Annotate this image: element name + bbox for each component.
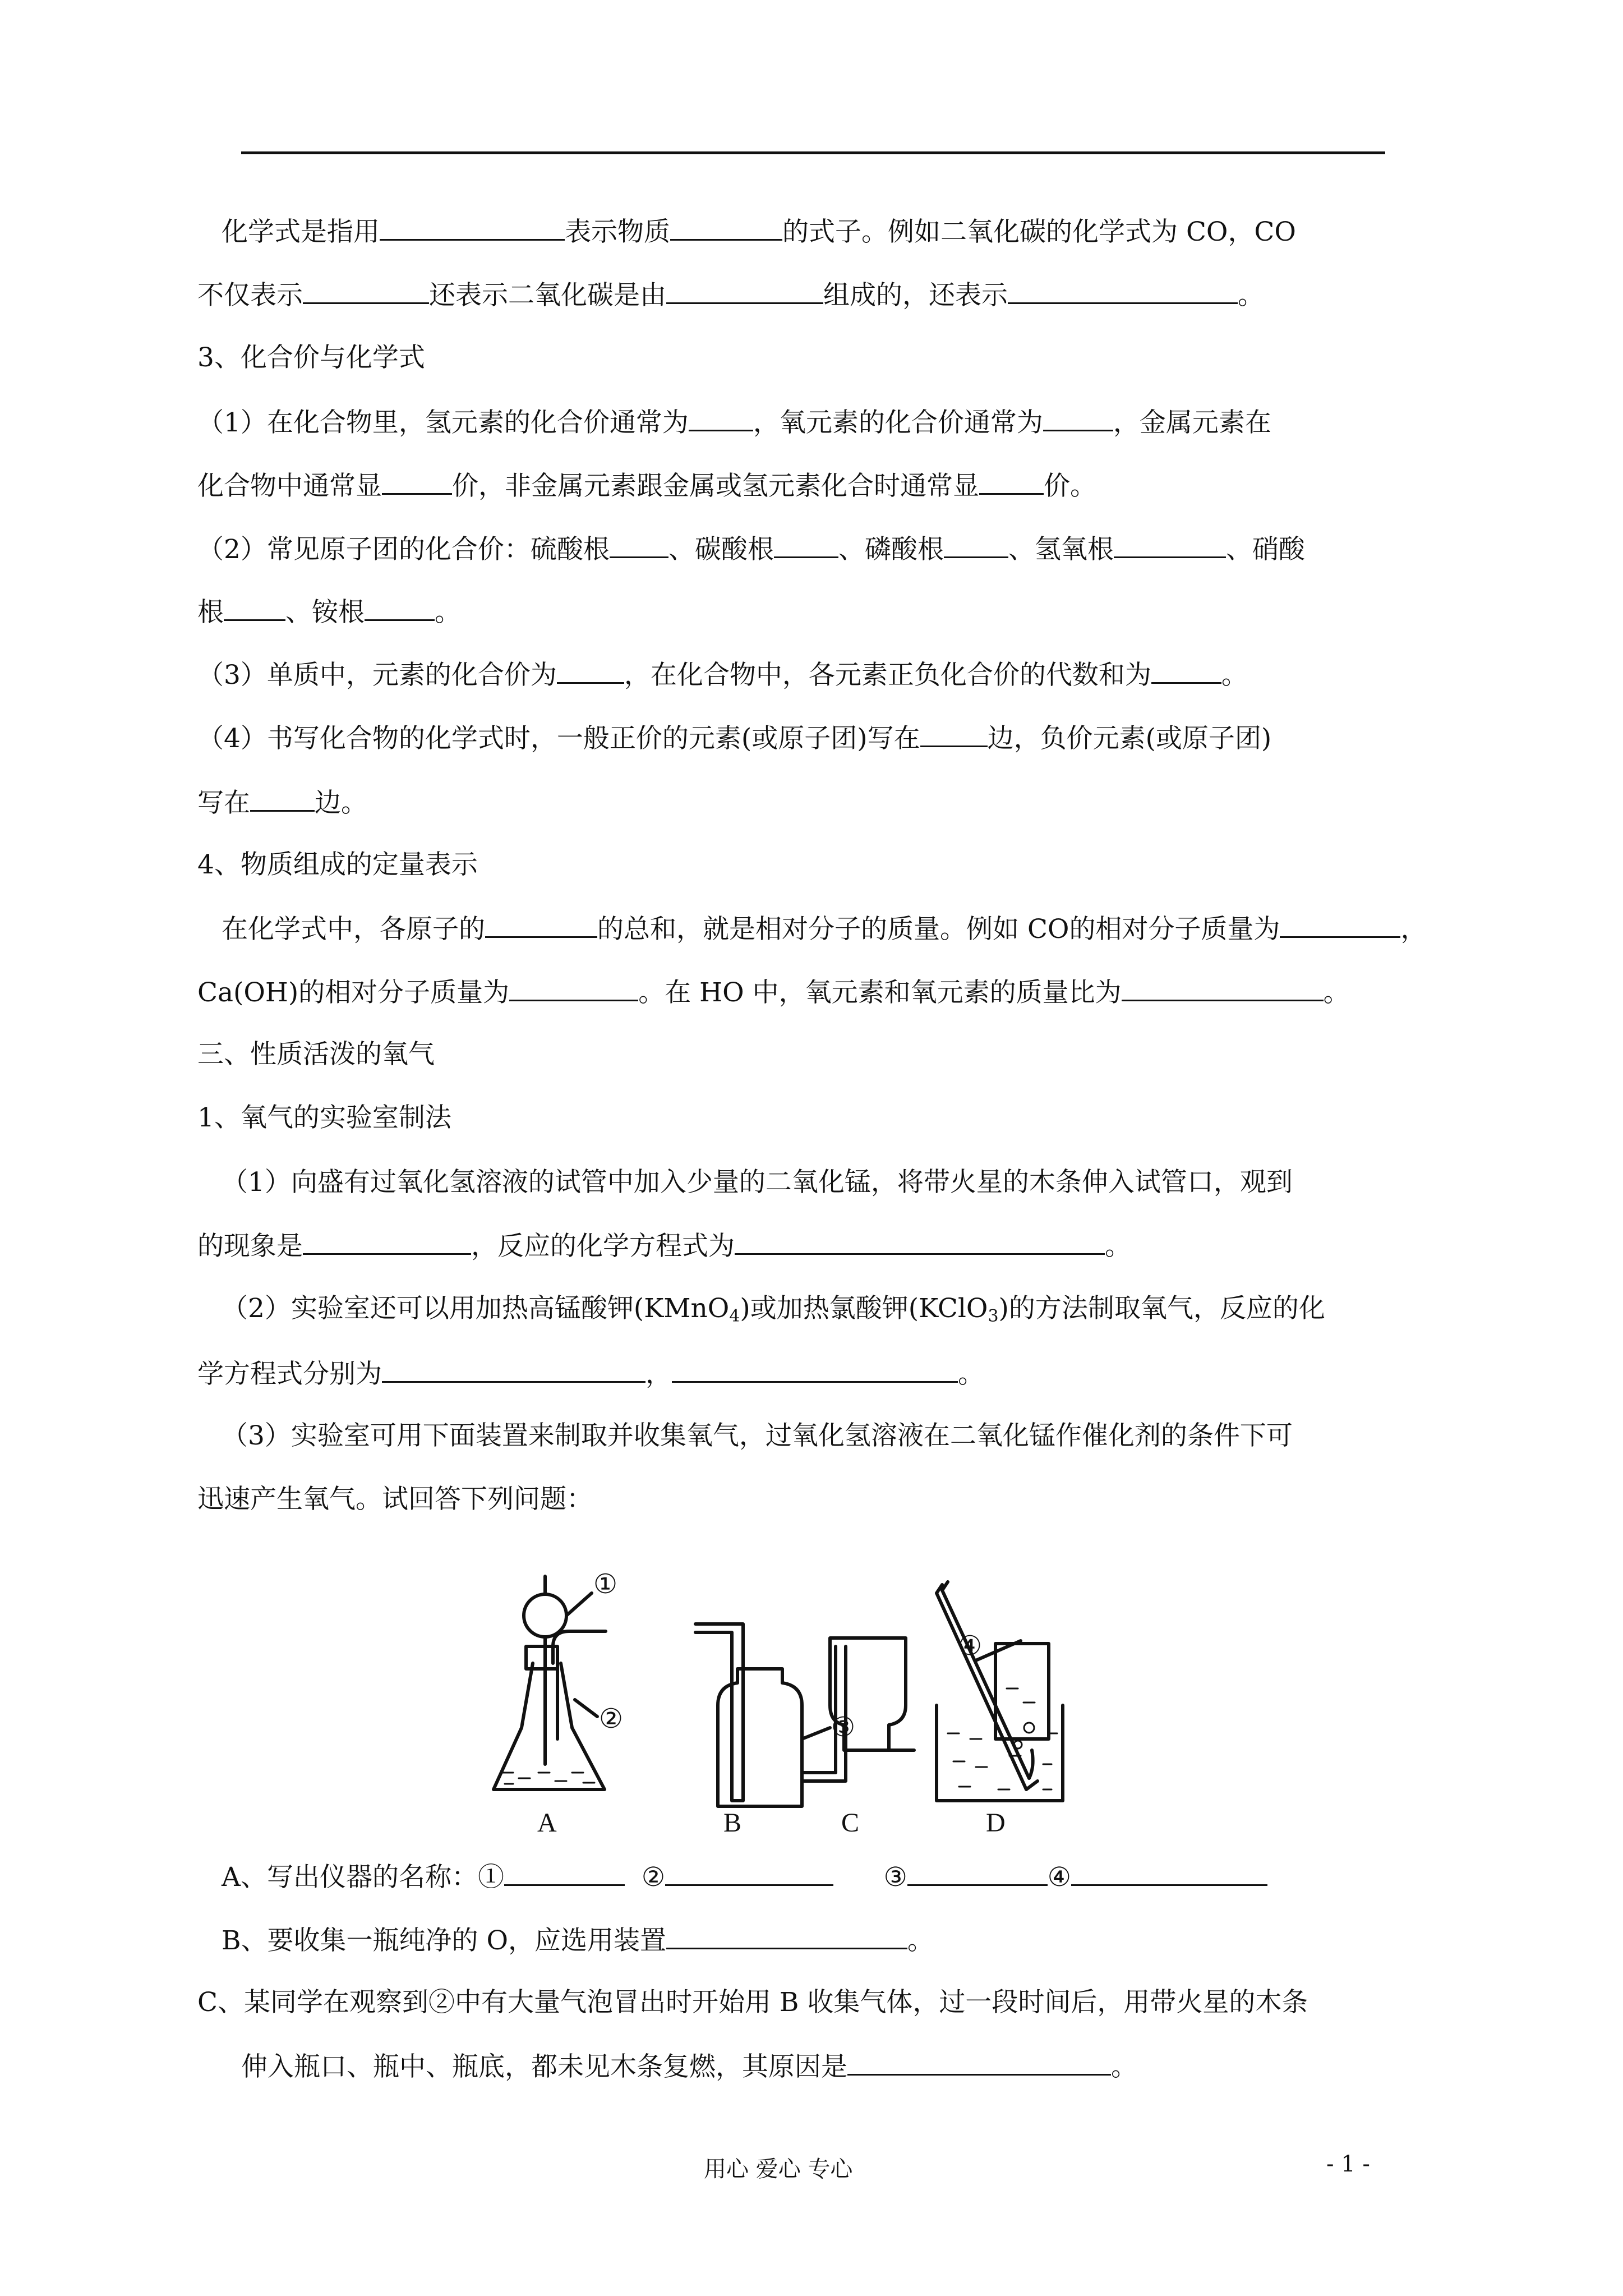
text: 、铵根 [285, 597, 365, 628]
text-line: （3）实验室可用下面装置来制取并收集氧气，过氧化氢溶液在二氧化锰作催化剂的条件下可 [222, 1420, 1293, 1451]
text: （2）实验室还可以用加热高锰酸钾(KMnO [222, 1293, 730, 1324]
fill-blank[interactable] [1008, 278, 1238, 304]
subscript: 4 [729, 1306, 740, 1326]
fill-blank[interactable] [557, 657, 624, 684]
text: 学方程式分别为 [197, 1359, 382, 1389]
text: 。 [958, 1359, 984, 1389]
apparatus-a [494, 1576, 606, 1789]
apparatus-d [937, 1582, 1063, 1801]
text: ，氧元素的化合价通常为 [753, 407, 1043, 438]
text: 。 [1111, 2051, 1137, 2082]
fill-blank[interactable] [1280, 912, 1400, 938]
text-line: （1）向盛有过氧化氢溶液的试管中加入少量的二氧化锰，将带火星的木条伸入试管口，观到 [222, 1167, 1293, 1198]
fill-blank[interactable] [907, 1860, 1048, 1886]
text: 的式子。例如二氧化碳的化学式为 CO [782, 217, 1228, 247]
text: ，金属元素在 [1113, 407, 1271, 438]
fill-blank[interactable] [847, 2049, 1111, 2076]
fill-blank[interactable] [670, 214, 782, 241]
text: 、磷酸根 [838, 534, 944, 565]
label-d: D [986, 1808, 1006, 1834]
text: ，反应的化学方程式为 [471, 1231, 735, 1262]
section-heading: 3、化合价与化学式 [197, 342, 425, 373]
fill-blank[interactable] [666, 278, 823, 304]
text: （2）常见原子团的化合价：硫酸根 [197, 534, 610, 565]
text: 伸入瓶口、瓶中、瓶底，都未见木条复燃，其原因是 [241, 2051, 847, 2082]
text: ③ [883, 1862, 907, 1893]
text-line [197, 785, 367, 820]
text: 化学式是指用 [222, 217, 380, 247]
text-line [197, 1356, 984, 1391]
text-line [197, 595, 461, 629]
text: 的总和，就是相对分子的质量。例如 CO [597, 914, 1069, 945]
fill-blank[interactable] [250, 785, 315, 812]
text: 。 [1238, 280, 1264, 311]
text: 边。 [315, 788, 367, 818]
fill-blank[interactable] [382, 468, 452, 495]
text: ，在化合物中，各元素正负化合价的代数和为 [624, 660, 1151, 691]
text: ④ [1047, 1862, 1071, 1893]
fill-blank[interactable] [1122, 975, 1324, 1001]
text-line [222, 1292, 1325, 1326]
fill-blank[interactable] [509, 975, 638, 1001]
fill-blank[interactable] [1043, 405, 1113, 431]
text: B、要收集一瓶纯净的 O [222, 1925, 509, 1956]
subscript: 3 [988, 1306, 999, 1326]
text: 不仅表示 [197, 280, 303, 311]
fill-blank[interactable] [774, 532, 838, 558]
text: （4）书写化合物的化学式时，一般正价的元素(或原子团)写在 [197, 723, 920, 754]
fill-blank[interactable] [735, 1228, 1105, 1255]
fill-blank[interactable] [504, 1860, 625, 1886]
fill-blank[interactable] [382, 1356, 645, 1383]
text: ， [1400, 914, 1427, 945]
text: )或加热氯酸钾(KClO [740, 1293, 988, 1324]
fill-blank[interactable] [610, 532, 668, 558]
text-line [222, 1923, 934, 1958]
fill-blank[interactable] [303, 278, 429, 304]
fill-blank[interactable] [666, 1923, 907, 1949]
fill-blank[interactable] [1151, 657, 1221, 684]
fill-blank[interactable] [224, 595, 285, 621]
text: 还表示二氧化碳是由 [429, 280, 666, 311]
text-line [197, 721, 1271, 756]
text: A、写出仪器的名称：① [222, 1862, 504, 1893]
page-number: - 1 - [1326, 2151, 1370, 2177]
section-heading: 三、性质活泼的氧气 [197, 1039, 435, 1070]
text: 的相对分子质量为 [298, 977, 510, 1008]
text: 组成的，还表示 [823, 280, 1008, 311]
text-line [197, 1228, 1131, 1263]
fill-blank[interactable] [380, 214, 565, 241]
text: )的方法制取氧气，反应的化 [998, 1293, 1325, 1324]
fill-blank[interactable] [920, 721, 988, 747]
text: ，应选用装置 [508, 1925, 667, 1956]
text: ， [645, 1359, 672, 1389]
text: 。在 H [638, 977, 723, 1008]
fill-blank[interactable] [665, 1860, 833, 1886]
text-line [197, 278, 1264, 312]
text: O 中，氧元素和氧元素的质量比为 [722, 977, 1122, 1008]
text-line [222, 1860, 1267, 1894]
text-line: C、某同学在观察到②中有大量气泡冒出时开始用 B 收集气体，过一段时间后，用带火星的木条 [197, 1987, 1308, 2018]
text: 表示物质 [565, 217, 670, 247]
fill-blank[interactable] [944, 532, 1008, 558]
text-line: 迅速产生氧气。试回答下列问题： [197, 1484, 593, 1515]
fill-blank[interactable] [689, 405, 753, 431]
text: 。 [435, 597, 461, 628]
footer-motto: 用心 爱心 专心 [704, 2156, 853, 2182]
fill-blank[interactable] [979, 468, 1044, 495]
apparatus-figure [471, 1565, 1357, 1834]
apparatus-b [695, 1624, 830, 1806]
text-line [222, 214, 1296, 249]
text-line [241, 2049, 1137, 2084]
fill-blank[interactable] [365, 595, 435, 621]
label-a: A [537, 1808, 557, 1834]
text: 化合物中通常显 [197, 471, 382, 501]
fill-blank[interactable] [1114, 532, 1226, 558]
text-line [197, 975, 1350, 1010]
marker-1: ① [593, 1570, 618, 1599]
fill-blank[interactable] [303, 1228, 471, 1255]
text-line [197, 405, 1271, 440]
fill-blank[interactable] [485, 912, 597, 938]
text-line [222, 912, 1427, 946]
text: 边，负价元素(或原子团) [987, 723, 1272, 754]
text: 根 [197, 597, 224, 628]
text: 、碳酸根 [668, 534, 774, 565]
text: 的现象是 [197, 1231, 303, 1262]
text: （3）单质中，元素的化合价为 [197, 660, 557, 691]
fill-blank[interactable] [672, 1356, 958, 1383]
section-heading: 1、氧气的实验室制法 [197, 1102, 451, 1133]
text-line [197, 532, 1305, 567]
text: 、硝酸 [1225, 534, 1305, 565]
marker-4: ④ [958, 1631, 983, 1661]
text: 价。 [1044, 471, 1096, 501]
text: ，CO [1228, 217, 1296, 247]
text: 写在 [197, 788, 250, 818]
label-c: C [841, 1808, 860, 1834]
text: ② [641, 1862, 665, 1893]
apparatus-c [802, 1638, 914, 1781]
text: 。 [1323, 977, 1350, 1008]
text: 、氢氧根 [1008, 534, 1114, 565]
section-heading: 4、物质组成的定量表示 [197, 849, 478, 880]
text: 价，非金属元素跟金属或氢元素化合时通常显 [452, 471, 979, 501]
text: （1）在化合物里，氢元素的化合价通常为 [197, 407, 689, 438]
text: 在化学式中，各原子的 [222, 914, 485, 945]
header-rule [241, 151, 1385, 154]
label-b: B [723, 1808, 742, 1834]
text-line [197, 657, 1248, 692]
text: 。 [907, 1925, 934, 1956]
text: 的相对分子质量为 [1069, 914, 1280, 945]
text-line [197, 468, 1096, 503]
text: 。 [1105, 1231, 1131, 1262]
fill-blank[interactable] [1071, 1860, 1267, 1886]
marker-2: ② [599, 1704, 624, 1734]
text: Ca(OH) [197, 977, 299, 1008]
text: 。 [1221, 660, 1248, 691]
marker-3: ③ [831, 1713, 856, 1742]
